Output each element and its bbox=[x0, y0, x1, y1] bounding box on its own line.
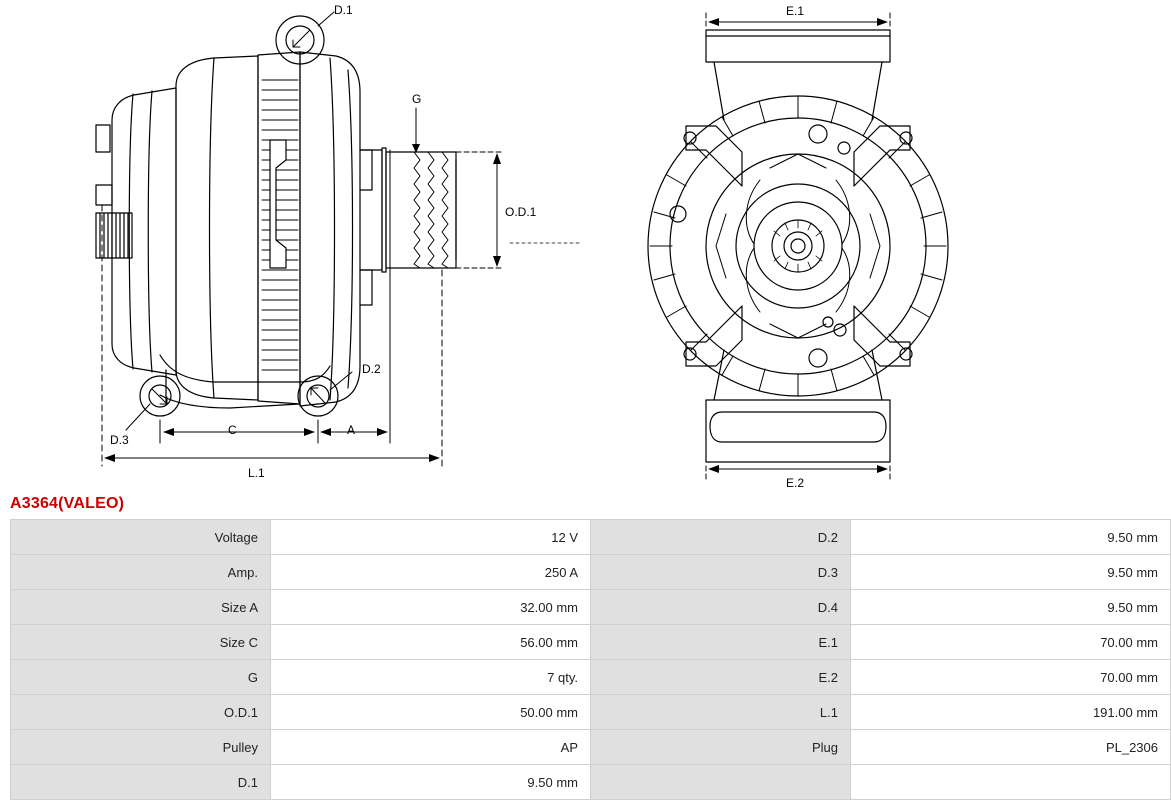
specifications-table bbox=[10, 519, 1171, 800]
table-row bbox=[11, 625, 1171, 660]
label-d2: D.2 bbox=[362, 362, 381, 376]
spec-value-pulley: AP bbox=[271, 730, 591, 765]
table-row bbox=[11, 660, 1171, 695]
spec-label-e2: E.2 bbox=[591, 660, 851, 695]
spec-label-d3: D.3 bbox=[591, 555, 851, 590]
spec-label-amp: Amp. bbox=[11, 555, 271, 590]
spec-value-amp: 250 A bbox=[271, 555, 591, 590]
label-d3: D.3 bbox=[110, 433, 129, 447]
table-row bbox=[11, 590, 1171, 625]
spec-label-voltage: Voltage bbox=[11, 520, 271, 555]
spec-label-plug: Plug bbox=[591, 730, 851, 765]
label-g: G bbox=[412, 92, 422, 106]
spec-value-voltage: 12 V bbox=[271, 520, 591, 555]
spec-value-l1: 191.00 mm bbox=[851, 695, 1171, 730]
label-d1: D.1 bbox=[334, 3, 353, 17]
front-view-group bbox=[648, 30, 948, 462]
spec-label-od1: O.D.1 bbox=[11, 695, 271, 730]
right-dimensions bbox=[706, 10, 890, 480]
spec-value-e1: 70.00 mm bbox=[851, 625, 1171, 660]
spec-label-d2: D.2 bbox=[591, 520, 851, 555]
side-view-group bbox=[96, 16, 456, 416]
table-row bbox=[11, 765, 1171, 800]
spec-value-size-c: 56.00 mm bbox=[271, 625, 591, 660]
spec-value-g: 7 qty. bbox=[271, 660, 591, 695]
spec-value-d1: 9.50 mm bbox=[271, 765, 591, 800]
label-e1: E.1 bbox=[786, 4, 805, 18]
spec-value-od1: 50.00 mm bbox=[271, 695, 591, 730]
table-row bbox=[11, 730, 1171, 765]
spec-value-d4: 9.50 mm bbox=[851, 590, 1171, 625]
left-dimensions bbox=[102, 12, 580, 466]
spec-label-size-a: Size A bbox=[11, 590, 271, 625]
spec-label-g: G bbox=[11, 660, 271, 695]
spec-value-size-a: 32.00 mm bbox=[271, 590, 591, 625]
table-row bbox=[11, 695, 1171, 730]
spec-label-pulley: Pulley bbox=[11, 730, 271, 765]
label-e2: E.2 bbox=[786, 476, 805, 490]
spec-value-plug: PL_2306 bbox=[851, 730, 1171, 765]
spec-value-empty bbox=[851, 765, 1171, 800]
spec-label-size-c: Size C bbox=[11, 625, 271, 660]
specs-body bbox=[11, 520, 1171, 800]
spec-value-d2: 9.50 mm bbox=[851, 520, 1171, 555]
spec-label-empty bbox=[591, 765, 851, 800]
label-od1: O.D.1 bbox=[505, 205, 537, 219]
spec-label-d1: D.1 bbox=[11, 765, 271, 800]
spec-value-e2: 70.00 mm bbox=[851, 660, 1171, 695]
page-title: A3364(VALEO) bbox=[10, 495, 125, 512]
table-row bbox=[11, 520, 1171, 555]
spec-label-l1: L.1 bbox=[591, 695, 851, 730]
label-c: C bbox=[228, 423, 237, 437]
table-row bbox=[11, 555, 1171, 590]
spec-label-d4: D.4 bbox=[591, 590, 851, 625]
label-a: A bbox=[347, 423, 356, 437]
spec-label-e1: E.1 bbox=[591, 625, 851, 660]
label-l1: L.1 bbox=[248, 466, 265, 480]
spec-value-d3: 9.50 mm bbox=[851, 555, 1171, 590]
